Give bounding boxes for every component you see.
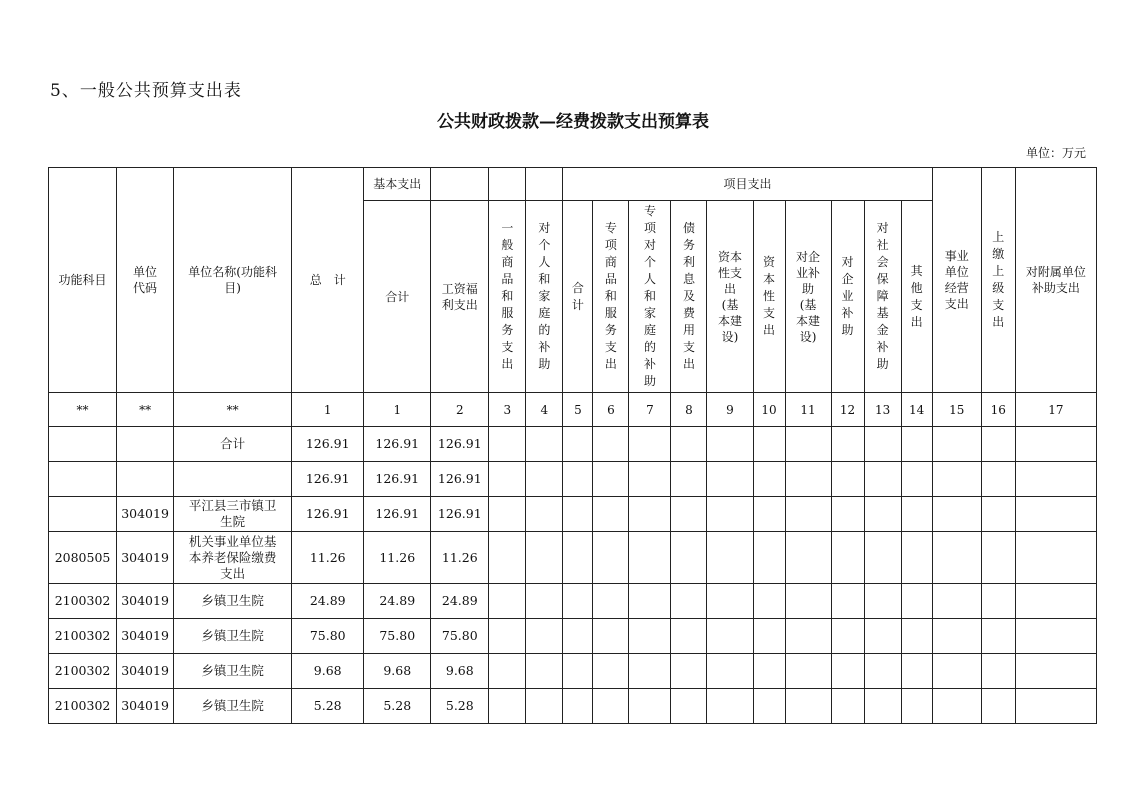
cell-wages: 24.89 bbox=[431, 584, 489, 619]
cell-wages: 126.91 bbox=[431, 427, 489, 462]
cell-total: 9.68 bbox=[292, 654, 364, 689]
header-basic-group-blank bbox=[431, 168, 489, 201]
cell-total: 126.91 bbox=[292, 427, 364, 462]
cell-subject bbox=[49, 497, 117, 532]
table-row-total bbox=[49, 427, 1097, 462]
column-number: 5 bbox=[563, 393, 593, 427]
column-number: 11 bbox=[785, 393, 831, 427]
cell-basic-total: 24.89 bbox=[364, 584, 431, 619]
cell-total: 75.80 bbox=[292, 619, 364, 654]
header-special-goods: 专项商品和服务支出 bbox=[593, 201, 629, 393]
cell-code: 304019 bbox=[117, 532, 174, 584]
cell-subject: 2100302 bbox=[49, 619, 117, 654]
column-number: 15 bbox=[932, 393, 981, 427]
cell-wages: 5.28 bbox=[431, 689, 489, 724]
cell-total: 5.28 bbox=[292, 689, 364, 724]
column-number: ** bbox=[117, 393, 174, 427]
header-capital-construction: 资本性支出(基本建设) bbox=[707, 201, 753, 393]
header-unit-name: 单位名称(功能科目) bbox=[174, 168, 292, 393]
header-enterprise-subsidy: 对企业补助 bbox=[831, 201, 864, 393]
column-number: 16 bbox=[981, 393, 1015, 427]
cell-subject bbox=[49, 427, 117, 462]
cell-total: 11.26 bbox=[292, 532, 364, 584]
cell-code bbox=[117, 462, 174, 497]
cell-subject: 2080505 bbox=[49, 532, 117, 584]
column-number: 10 bbox=[753, 393, 785, 427]
cell-code bbox=[117, 427, 174, 462]
cell-subject: 2100302 bbox=[49, 689, 117, 724]
cell-total: 24.89 bbox=[292, 584, 364, 619]
header-business-operating: 事业单位经营支出 bbox=[932, 168, 981, 393]
header-debt-interest: 债务利息及费用支出 bbox=[671, 201, 707, 393]
cell-wages: 126.91 bbox=[431, 497, 489, 532]
cell-basic-total: 126.91 bbox=[364, 497, 431, 532]
cell-code: 304019 bbox=[117, 619, 174, 654]
cell-name bbox=[174, 462, 292, 497]
column-number: 13 bbox=[864, 393, 901, 427]
cell-basic-total: 126.91 bbox=[364, 462, 431, 497]
header-basic-group: 基本支出 bbox=[364, 168, 431, 201]
table-title: 公共财政拨款—经费拨款支出预算表 bbox=[437, 112, 709, 132]
header-special-personal: 专项对个人和家庭的补助 bbox=[629, 201, 671, 393]
header-affiliated-subsidy: 对附属单位补助支出 bbox=[1015, 168, 1096, 393]
column-number: 2 bbox=[431, 393, 489, 427]
cell-code: 304019 bbox=[117, 689, 174, 724]
header-enterprise-subsidy-construction: 对企业补助(基本建设) bbox=[785, 201, 831, 393]
header-capital: 资本性支出 bbox=[753, 201, 785, 393]
header-unit-code: 单位代码 bbox=[117, 168, 174, 393]
cell-name: 乡镇卫生院 bbox=[174, 689, 292, 724]
unit-label: 单位：万元 bbox=[1025, 146, 1086, 160]
cell-total: 126.91 bbox=[292, 497, 364, 532]
header-project-group: 项目支出 bbox=[563, 168, 932, 201]
table-row bbox=[49, 619, 1097, 654]
column-number-row bbox=[49, 393, 1097, 427]
column-number: ** bbox=[174, 393, 292, 427]
cell-subject: 2100302 bbox=[49, 654, 117, 689]
cell-code: 304019 bbox=[117, 654, 174, 689]
header-social-security: 对社会保障基金补助 bbox=[864, 201, 901, 393]
cell-name: 机关事业单位基本养老保险缴费支出 bbox=[174, 532, 292, 584]
cell-subject bbox=[49, 462, 117, 497]
cell-basic-total: 126.91 bbox=[364, 427, 431, 462]
header-basic-total: 合计 bbox=[364, 201, 431, 393]
cell-wages: 75.80 bbox=[431, 619, 489, 654]
column-number: ** bbox=[49, 393, 117, 427]
cell-basic-total: 75.80 bbox=[364, 619, 431, 654]
header-total: 总 计 bbox=[292, 168, 364, 393]
cell-basic-total: 5.28 bbox=[364, 689, 431, 724]
table-row bbox=[49, 584, 1097, 619]
cell-code: 304019 bbox=[117, 497, 174, 532]
cell-basic-total: 9.68 bbox=[364, 654, 431, 689]
cell-wages: 9.68 bbox=[431, 654, 489, 689]
header-project-total: 合计 bbox=[563, 201, 593, 393]
table-row bbox=[49, 497, 1097, 532]
cell-name: 乡镇卫生院 bbox=[174, 619, 292, 654]
column-number: 1 bbox=[292, 393, 364, 427]
header-remit-upper: 上缴上级支出 bbox=[981, 168, 1015, 393]
header-general-goods: 一般商品和服务支出 bbox=[489, 201, 526, 393]
column-number: 12 bbox=[831, 393, 864, 427]
budget-table bbox=[48, 167, 1097, 724]
column-number: 14 bbox=[901, 393, 932, 427]
table-row bbox=[49, 654, 1097, 689]
header-row-1 bbox=[49, 168, 1097, 201]
header-wages: 工资福利支出 bbox=[431, 201, 489, 393]
cell-subject: 2100302 bbox=[49, 584, 117, 619]
header-personal-subsidy: 对个人和家庭的补助 bbox=[526, 201, 563, 393]
column-number: 9 bbox=[707, 393, 753, 427]
header-blank-3 bbox=[489, 168, 526, 201]
cell-wages: 126.91 bbox=[431, 462, 489, 497]
table-row bbox=[49, 689, 1097, 724]
column-number: 1 bbox=[364, 393, 431, 427]
column-number: 4 bbox=[526, 393, 563, 427]
cell-name: 平江县三市镇卫生院 bbox=[174, 497, 292, 532]
section-heading: 5、一般公共预算支出表 bbox=[50, 81, 242, 101]
column-number: 17 bbox=[1015, 393, 1096, 427]
column-number: 7 bbox=[629, 393, 671, 427]
cell-total: 126.91 bbox=[292, 462, 364, 497]
cell-wages: 11.26 bbox=[431, 532, 489, 584]
column-number: 8 bbox=[671, 393, 707, 427]
cell-basic-total: 11.26 bbox=[364, 532, 431, 584]
cell-name: 合计 bbox=[174, 427, 292, 462]
column-number: 6 bbox=[593, 393, 629, 427]
column-number: 3 bbox=[489, 393, 526, 427]
cell-name: 乡镇卫生院 bbox=[174, 584, 292, 619]
header-other: 其他支出 bbox=[901, 201, 932, 393]
cell-name: 乡镇卫生院 bbox=[174, 654, 292, 689]
table-row bbox=[49, 462, 1097, 497]
header-functional-subject: 功能科目 bbox=[49, 168, 117, 393]
header-blank-4 bbox=[526, 168, 563, 201]
table-row bbox=[49, 532, 1097, 584]
cell-code: 304019 bbox=[117, 584, 174, 619]
